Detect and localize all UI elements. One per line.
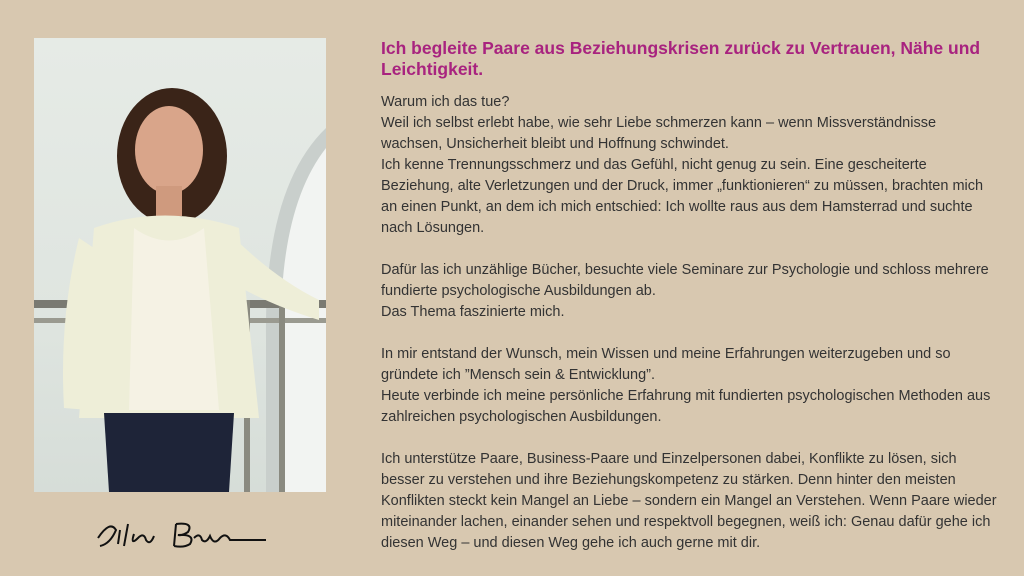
paragraph: Weil ich selbst erlebt habe, wie sehr Liebe schmerzen kann – wenn Missverständnisse wachsen, Unsicherheit bleibt und Hoffnung schwindet.: [381, 115, 937, 152]
paragraph: Heute verbinde ich meine persönliche Erfahrung mit fundierten psychologischen Methoden aus zahlreichen psychologischen Ausbildungen.: [381, 388, 991, 425]
signature: [90, 510, 270, 560]
paragraph: Ich kenne Trennungsschmerz und das Gefühl, nicht genug zu sein. Eine gescheiterte Beziehung, alte Verletzungen und der Druck, immer „funktionieren“ zu müssen, brachten mich an einen Punkt, an dem ich mich entschied: Ich wollte raus aus dem Hamsterrad und suchte nach Lösungen.: [381, 157, 984, 236]
portrait-photo: [34, 38, 326, 492]
headline: Ich begleite Paare aus Beziehungskrisen zurück zu Vertrauen, Nähe und Leichtigkeit.: [381, 38, 981, 79]
portrait-illustration: [34, 38, 326, 492]
paragraph: Warum ich das tue?: [381, 94, 510, 110]
paragraph: Das Thema faszinierte mich.: [381, 304, 565, 320]
content-column: [381, 38, 1001, 554]
paragraph: Ich unterstütze Paare, Business-Paare und Einzelpersonen dabei, Konflikte zu lösen, sich besser zu verstehen und ihre Beziehungskompetenz zu stärken. Denn hinter den meisten Konflikten steckt kein Mangel an Liebe – sondern ein Mangel an Verstehen. Wenn Paare wieder miteinander lachen, einander sehen und respektvoll begegnen, weiß ich: Genau dafür gehe ich diesen Weg – und diesen Weg gehe ich auch gerne mit dir.: [381, 451, 997, 551]
handwritten-signature-graphic: [90, 510, 270, 560]
body-text: [381, 92, 1001, 554]
paragraph: Dafür las ich unzählige Bücher, besuchte viele Seminare zur Psychologie und schloss mehrere fundierte psychologische Ausbildungen ab.: [381, 262, 989, 299]
paragraph: In mir entstand der Wunsch, mein Wissen und meine Erfahrungen weiterzugeben und so gründete ich ”Mensch sein & Entwicklung”.: [381, 346, 951, 383]
